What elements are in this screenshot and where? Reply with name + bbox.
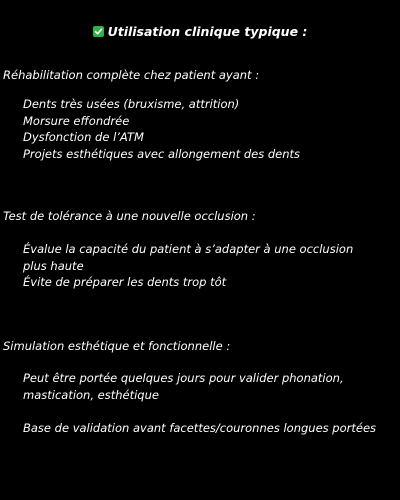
- list-item-spacer: [23, 403, 376, 420]
- list-item: Projets esthétiques avec allongement des dents: [23, 146, 301, 161]
- section-list-simulation: [23, 370, 376, 436]
- list-item: Peut être portée quelques jours pour valider phonation,: [23, 371, 344, 385]
- list-item: plus haute: [23, 258, 84, 273]
- list-item: Base de validation avant facettes/couronnes longues portées: [23, 420, 377, 435]
- section-heading-rehabilitation: Réhabilitation complète chez patient ayant :: [3, 68, 260, 82]
- section-list-rehabilitation: [23, 96, 300, 162]
- list-item: Morsure effondrée: [23, 113, 130, 128]
- page-title: [0, 24, 400, 39]
- check-mark-icon: [93, 26, 104, 37]
- list-item: mastication, esthétique: [23, 387, 159, 402]
- list-item: Évite de préparer les dents trop tôt: [23, 275, 227, 289]
- list-item: Dysfonction de l’ATM: [23, 130, 144, 144]
- title-text: Utilisation clinique typique :: [107, 24, 308, 39]
- list-item: Dents très usées (bruxisme, attrition): [23, 97, 240, 111]
- section-heading-occlusion-test: Test de tolérance à une nouvelle occlusion :: [3, 209, 256, 223]
- list-item: Évalue la capacité du patient à s’adapter à une occlusion: [23, 242, 354, 256]
- section-list-occlusion-test: [23, 241, 353, 291]
- section-heading-simulation: Simulation esthétique et fonctionnelle :: [3, 339, 231, 353]
